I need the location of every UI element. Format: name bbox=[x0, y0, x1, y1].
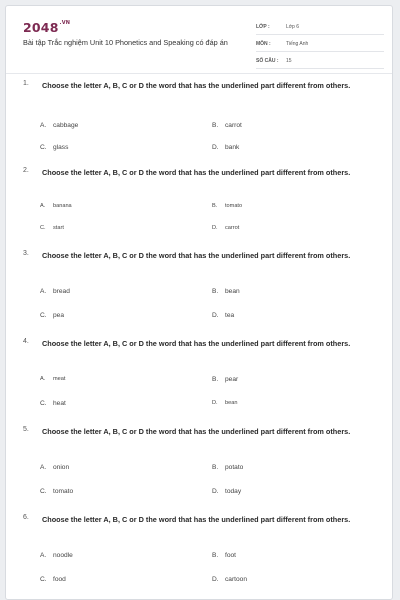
question-prompt: Choose the letter A, B, C or D the word that has the underlined part different from others. bbox=[42, 168, 351, 177]
option-label: D. bbox=[212, 312, 219, 319]
option-text: start bbox=[53, 225, 64, 231]
option-b[interactable] bbox=[212, 552, 236, 559]
meta-row-class bbox=[256, 20, 384, 35]
option-text: pea bbox=[53, 312, 65, 319]
option-label: D. bbox=[212, 488, 219, 495]
option-c[interactable] bbox=[40, 312, 64, 319]
question-prompt: Choose the letter A, B, C or D the word that has the underlined part different from others. bbox=[42, 81, 351, 90]
question-number: 3. bbox=[23, 250, 29, 257]
page-header bbox=[6, 6, 392, 74]
document-title: Bài tập Trắc nghiệm Unit 10 Phonetics and Speaking có đáp án bbox=[23, 38, 228, 47]
option-text: heat bbox=[53, 400, 66, 407]
meta-key: LỚP : bbox=[256, 24, 270, 30]
site-logo[interactable] bbox=[23, 20, 70, 35]
option-text: onion bbox=[53, 464, 70, 471]
option-d[interactable] bbox=[212, 312, 234, 319]
question-number: 2. bbox=[23, 167, 29, 174]
question-number: 4. bbox=[23, 338, 29, 345]
question-number: 5. bbox=[23, 426, 29, 433]
option-label: D. bbox=[212, 400, 218, 406]
option-text: glass bbox=[53, 144, 69, 151]
question-prompt: Choose the letter A, B, C or D the word that has the underlined part different from others. bbox=[42, 427, 351, 436]
option-c[interactable] bbox=[40, 576, 66, 583]
option-label: B. bbox=[212, 464, 219, 471]
option-label: A. bbox=[40, 203, 46, 209]
option-text: bank bbox=[225, 144, 240, 151]
option-text: cartoon bbox=[225, 576, 247, 583]
option-label: A. bbox=[40, 288, 47, 295]
option-text: carrot bbox=[225, 225, 240, 231]
option-b[interactable] bbox=[212, 288, 240, 295]
option-label: A. bbox=[40, 552, 47, 559]
option-b[interactable] bbox=[212, 122, 242, 129]
meta-value: 15 bbox=[286, 58, 292, 64]
option-c[interactable] bbox=[40, 488, 73, 495]
option-text: tomato bbox=[225, 203, 243, 209]
option-a[interactable] bbox=[40, 288, 70, 295]
meta-value: Lớp 6 bbox=[286, 24, 300, 30]
option-label: B. bbox=[212, 203, 218, 209]
option-label: B. bbox=[212, 552, 219, 559]
option-text: meat bbox=[53, 376, 66, 382]
option-a[interactable] bbox=[40, 203, 72, 209]
meta-key: MÔN : bbox=[256, 41, 271, 47]
option-a[interactable] bbox=[40, 376, 65, 382]
question-number: 1. bbox=[23, 80, 29, 87]
option-text: food bbox=[53, 576, 66, 583]
document-meta bbox=[256, 20, 384, 71]
option-text: tomato bbox=[53, 488, 74, 495]
option-text: cabbage bbox=[53, 122, 79, 129]
option-d[interactable] bbox=[212, 144, 239, 151]
option-b[interactable] bbox=[212, 376, 238, 383]
question-number: 6. bbox=[23, 514, 29, 521]
option-b[interactable] bbox=[212, 464, 243, 471]
option-text: pear bbox=[225, 376, 239, 383]
option-label: B. bbox=[212, 288, 219, 295]
option-d[interactable] bbox=[212, 400, 237, 406]
option-text: tea bbox=[225, 312, 235, 319]
option-label: D. bbox=[212, 225, 218, 231]
option-c[interactable] bbox=[40, 400, 66, 407]
option-d[interactable] bbox=[212, 488, 241, 495]
option-text: foot bbox=[225, 552, 236, 559]
option-c[interactable] bbox=[40, 144, 68, 151]
option-a[interactable] bbox=[40, 552, 73, 559]
option-a[interactable] bbox=[40, 122, 78, 129]
option-text: banana bbox=[53, 203, 72, 209]
option-d[interactable] bbox=[212, 576, 247, 583]
option-a[interactable] bbox=[40, 464, 69, 471]
meta-row-subject bbox=[256, 37, 384, 52]
option-text: bean bbox=[225, 288, 240, 295]
option-label: C. bbox=[40, 225, 46, 231]
option-label: D. bbox=[212, 144, 219, 151]
option-label: A. bbox=[40, 376, 46, 382]
option-text: carrot bbox=[225, 122, 242, 129]
question-prompt: Choose the letter A, B, C or D the word that has the underlined part different from others. bbox=[42, 339, 351, 348]
meta-value: Tiếng Anh bbox=[286, 41, 309, 47]
option-b[interactable] bbox=[212, 203, 242, 209]
question-prompt: Choose the letter A, B, C or D the word that has the underlined part different from others. bbox=[42, 251, 351, 260]
option-text: bean bbox=[225, 400, 238, 406]
meta-row-count bbox=[256, 54, 384, 69]
option-label: A. bbox=[40, 464, 47, 471]
option-text: bread bbox=[53, 288, 70, 295]
option-c[interactable] bbox=[40, 225, 64, 231]
option-text: today bbox=[225, 488, 242, 495]
option-d[interactable] bbox=[212, 225, 239, 231]
option-label: B. bbox=[212, 376, 219, 383]
option-label: C. bbox=[40, 312, 47, 319]
option-text: noodle bbox=[53, 552, 73, 559]
option-label: C. bbox=[40, 488, 47, 495]
option-label: D. bbox=[212, 576, 219, 583]
logo-text: 2048 bbox=[23, 20, 59, 35]
option-label: C. bbox=[40, 400, 47, 407]
logo-suffix: .VN bbox=[59, 20, 71, 26]
option-label: B. bbox=[212, 122, 219, 129]
option-label: A. bbox=[40, 122, 47, 129]
option-label: C. bbox=[40, 144, 47, 151]
meta-key: SỐ CÂU : bbox=[256, 58, 279, 64]
header-divider bbox=[6, 73, 392, 74]
question-prompt: Choose the letter A, B, C or D the word that has the underlined part different from others. bbox=[42, 515, 351, 524]
document-page bbox=[5, 5, 393, 600]
option-label: C. bbox=[40, 576, 47, 583]
option-text: potato bbox=[225, 464, 244, 471]
